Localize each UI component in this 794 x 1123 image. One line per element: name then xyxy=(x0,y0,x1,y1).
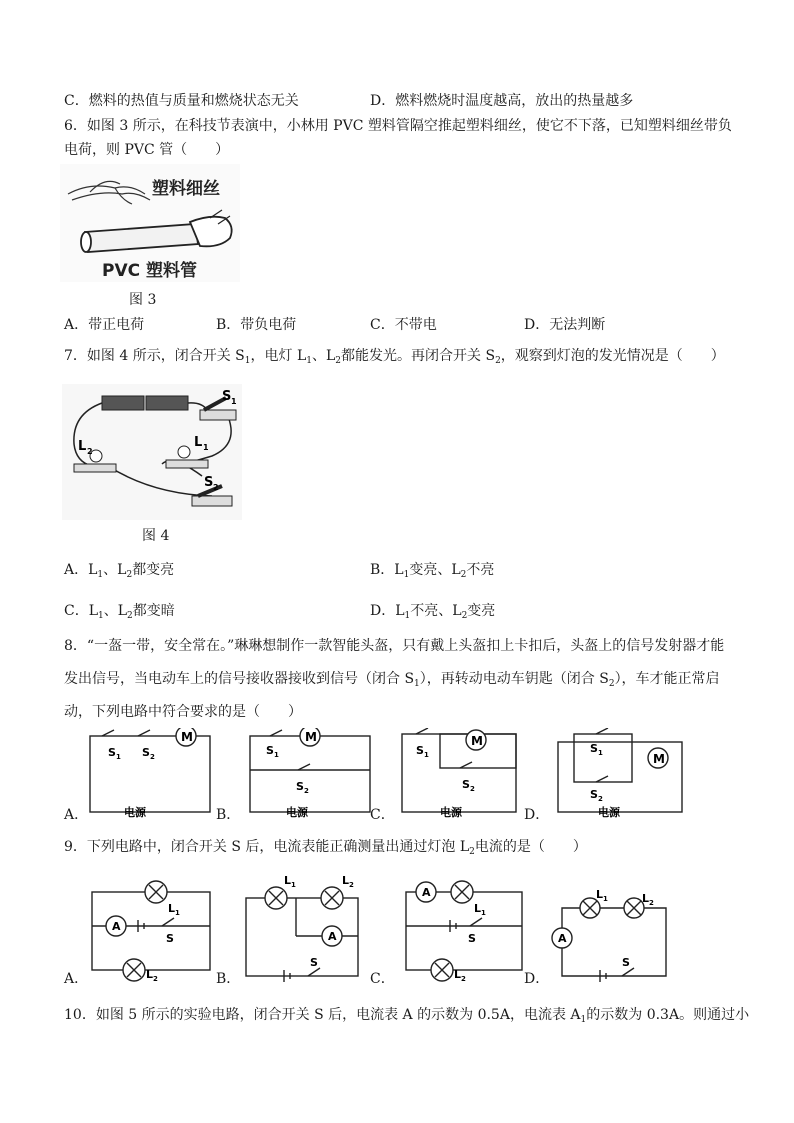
q9-a-switch: S xyxy=(166,932,174,945)
q9-letter-b: B． xyxy=(216,971,241,987)
q8-c-power: 电源 xyxy=(440,806,462,819)
q9-c-ammeter: A xyxy=(422,886,431,899)
q8-letter-b: B． xyxy=(216,807,241,823)
q7-option-b: B．$L_1$变亮、$L_2$不亮 xyxy=(370,562,495,580)
q9-circuit-a xyxy=(92,881,210,981)
q8-letter-d: D． xyxy=(524,807,550,823)
q9-circuit-d xyxy=(552,898,666,982)
q8-c-s1: $S_1$ xyxy=(416,744,429,759)
q8-d-motor: M xyxy=(653,752,665,766)
figure-3-pvc-pipe xyxy=(60,164,240,282)
switch-s2 xyxy=(192,496,232,506)
q5-option-c: C．燃料的热值与质量和燃烧状态无关 xyxy=(64,93,299,109)
q8-a-s2: $S_2$ xyxy=(142,746,155,761)
q8-letter-a: A． xyxy=(64,807,89,823)
q9-a-l1: $L_1$ xyxy=(168,902,180,917)
q8-circuit-d xyxy=(558,728,682,812)
q7-stem: 7．如图 4 所示，闭合开关 $S_1$，电灯 $L_1$、$L_2$都能发光。再闭合开关 $S_2$，观察到灯泡的发光情况是（ ） xyxy=(64,348,725,366)
q8-stem-line2: 发出信号，当电动车上的信号接收器接收到信号（闭合 $S_1$），再转动电动车钥匙（闭合 $S_2$），车才能正常启 xyxy=(64,671,720,689)
q8-circuit-options xyxy=(60,728,740,824)
q9-letter-c: C． xyxy=(370,971,395,987)
lamp-l1-base xyxy=(166,460,208,468)
q8-stem-line3: 动，下列电路中符合要求的是（ ） xyxy=(64,704,302,720)
battery-2 xyxy=(146,396,188,410)
battery-1 xyxy=(102,396,144,410)
q8-b-s1: $S_1$ xyxy=(266,744,279,759)
q9-c-switch: S xyxy=(468,932,476,945)
lamp-l1-bulb xyxy=(178,446,190,458)
figure-4-label-s2: S xyxy=(204,475,214,490)
figure-4-label-l2: L xyxy=(78,439,87,454)
q9-stem: 9．下列电路中，闭合开关 S 后，电流表能正确测量出通过灯泡 $L_2$电流的是（ ） xyxy=(64,839,587,857)
q7-option-a: A．$L_1$、$L_2$都变亮 xyxy=(64,562,175,580)
figure-4-label-l1: L xyxy=(194,435,203,450)
q9-letter-a: A． xyxy=(64,971,89,987)
q8-a-motor: M xyxy=(181,730,193,744)
q7-option-c: C．$L_1$、$L_2$都变暗 xyxy=(64,603,175,621)
figure-4-caption: 图 4 xyxy=(142,528,170,544)
q9-d-ammeter: A xyxy=(558,932,567,945)
q6-option-b: B．带负电荷 xyxy=(216,317,297,333)
q9-c-l1: $L_1$ xyxy=(474,902,486,917)
q8-circuit-c xyxy=(402,728,516,812)
q10-stem: 10．如图 5 所示的实验电路，闭合开关 S 后，电流表 A 的示数为 0.5A，电流表 $A_1$的示数为 0.3A。则通过小 xyxy=(64,1007,750,1025)
figure-4-circuit-photo xyxy=(62,384,242,520)
q9-letter-d: D． xyxy=(524,971,550,987)
q9-d-switch: S xyxy=(622,956,630,969)
q8-b-motor: M xyxy=(305,730,317,744)
q9-c-l2: $L_2$ xyxy=(454,968,466,983)
lamp-l2-base xyxy=(74,464,116,472)
q5-option-d: D．燃料燃烧时温度越高，放出的热量越多 xyxy=(370,93,634,109)
q6-option-c: C．不带电 xyxy=(370,317,437,333)
q9-a-ammeter: A xyxy=(112,920,121,933)
q9-a-l2: $L_2$ xyxy=(146,968,158,983)
q9-b-ammeter: A xyxy=(328,930,337,943)
q7-option-d: D．$L_1$不亮、$L_2$变亮 xyxy=(370,603,496,621)
q6-option-d: D．无法判断 xyxy=(524,317,606,333)
q8-letter-c: C． xyxy=(370,807,395,823)
q6-option-a: A．带正电荷 xyxy=(64,317,145,333)
q9-circuit-b xyxy=(246,887,358,982)
q8-a-power: 电源 xyxy=(124,806,146,819)
q8-c-s2: $S_2$ xyxy=(462,778,475,793)
q8-d-s2: $S_2$ xyxy=(590,788,603,803)
q8-c-motor: M xyxy=(471,734,483,748)
figure-3-label-silk: 塑料细丝 xyxy=(152,179,220,199)
figure-4-label-s1: S xyxy=(222,389,232,404)
q8-d-power: 电源 xyxy=(598,806,620,819)
q8-b-s2: $S_2$ xyxy=(296,780,309,795)
q9-circuit-options xyxy=(70,872,690,984)
figure-4-label-l1-sub: 1 xyxy=(203,443,209,452)
figure-3-label-pipe: PVC 塑料管 xyxy=(102,261,198,281)
q8-d-s1: $S_1$ xyxy=(590,742,603,757)
figure-4-label-l2-sub: 2 xyxy=(87,447,93,456)
q9-b-l1: $L_1$ xyxy=(284,874,296,889)
q9-d-l2: $L_2$ xyxy=(642,892,654,907)
q6-stem-line2: 电荷，则 PVC 管（ ） xyxy=(64,142,230,158)
q8-stem-line1: 8．“一盔一带，安全常在。”琳琳想制作一款智能头盔，只有戴上头盔扣上卡扣后，头盔上的信号发射器才能 xyxy=(64,638,725,654)
q9-b-switch: S xyxy=(310,956,318,969)
figure-3-caption: 图 3 xyxy=(129,292,157,308)
q9-b-l2: $L_2$ xyxy=(342,874,354,889)
q8-b-power: 电源 xyxy=(286,806,308,819)
figure-4-label-s1-sub: 1 xyxy=(231,397,237,406)
q8-a-s1: $S_1$ xyxy=(108,746,121,761)
q6-stem-line1: 6．如图 3 所示，在科技节表演中，小林用 PVC 塑料管隔空推起塑料细丝，使它不下落，已知塑料细丝带负 xyxy=(64,118,732,134)
q9-d-l1: $L_1$ xyxy=(596,888,608,903)
figure-4-label-s2-sub: 2 xyxy=(213,483,219,492)
